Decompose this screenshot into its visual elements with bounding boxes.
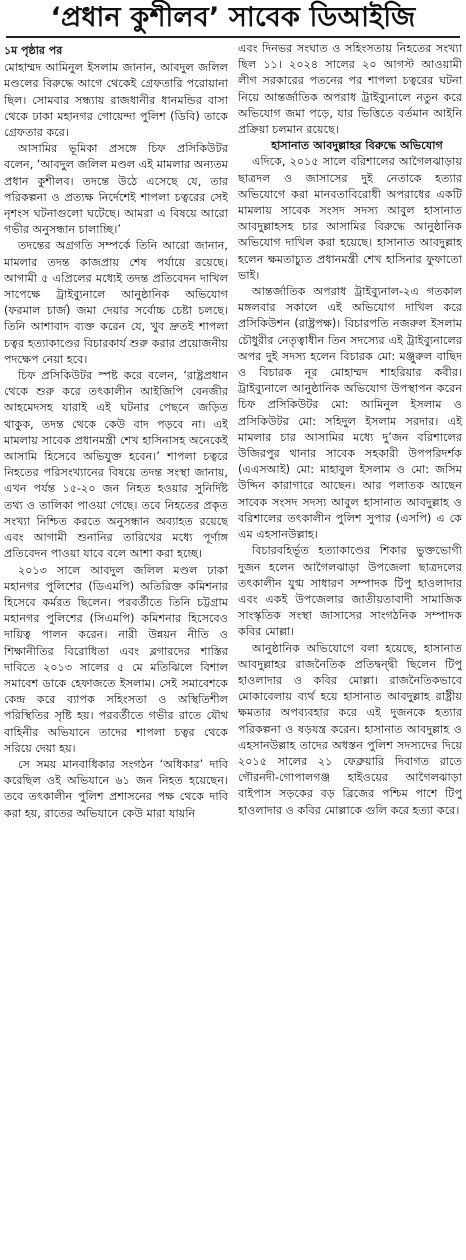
paragraph: বিচারবহির্ভূত হত্যাকাণ্ডের শিকার ভুক্তভোগী দুজন হলেন আগৈলঝাড়া উপজেলা ছাত্রদলের তৎকালীন যুগ্ম সাধারণ সম্পাদক টিপু হাওলাদার এবং একই উপজেলার জাতীয়তাবাদী সামাজিক সাংস্কৃতিক সংস্থা জাসাসের সাংগঠনিক সম্পাদক কবির মোল্লা। xyxy=(238,544,462,639)
paragraph: সে সময় মানবাধিকার সংগঠন ‘অধিকার’ দাবি করেছিল ওই অভিযানে ৬১ জন নিহত হয়েছেন। তবে তৎকালীন পুলিশ প্রশাসনের পক্ষ থেকে দাবি করা হয়, রাতের অভিযানে কেউ মারা যায়নি xyxy=(4,757,228,820)
paragraph: আসামির ভূমিকা প্রসঙ্গে চিফ প্রসিকিউটর বলেন, ‘আবদুল জলিল মণ্ডল এই মামলার অন্যতম প্রধান কুশীলব। তদন্তে উঠে এসেছে যে, তার পরিকল্পনা ও প্রত্যক্ষ নির্দেশেই শাপলা চত্বরের সেই নৃশংস ঘটনাগুলো ঘটেছে। আমরা এ বিষয়ে আরো গভীর অনুসন্ধান চালাচ্ছি।’ xyxy=(4,142,228,237)
right-column xyxy=(238,41,462,1253)
paragraph: তদন্তের অগ্রগতি সম্পর্কে তিনি আরো জানান, মামলার তদন্ত কাজপ্রায় শেষ পর্যায়ে রয়েছে। আগামী ৫ এপ্রিলের মধ্যেই তদন্ত প্রতিবেদন দাখিল সাপেক্ষে ট্রাইব্যুনালে আনুষ্ঠানিক অভিযোগ (ফরমাল চার্জ) জমা দেয়ার সর্বোচ্চ চেষ্টা চলছে। তিনি আশাবাদ ব্যক্ত করেন যে, খুব দ্রুতই শাপলা চত্বর হত্যাকাণ্ডের বিচারকার্য শুরু করার প্রয়োজনীয় পদক্ষেপ নেয়া হবে। xyxy=(4,239,228,366)
paragraph: ২০১৩ সালে আবদুল জলিল মণ্ডল ঢাকা মহানগর পুলিশের (ডিএমপি) অতিরিক্ত কমিশনার হিসেবে কর্মরত ছিলেন। পরবর্তীতে তিনি চট্টগ্রাম মহানগর পুলিশের (সিএমপি) কমিশনার হিসেবেও দায়িত্ব পালন করেন। নারী উন্নয়ন নীতি ও শিক্ষানীতির বিরোধিতা এবং ব্লগারদের শাস্তির দাবিতে ২০১৩ সালের ৫ মে মতিঝিলে বিশাল সমাবেশ ডাকে হেফাজতে ইসলাম। সেই সমাবেশকে কেন্দ্র করে ব্যাপক সহিংসতা ও অস্থিতিশীল পরিস্থিতির সৃষ্টি হয়। পরবর্তীতে গভীর রাতে যৌথ বাহিনীর অভিযানে তাদের শাপলা চত্বর থেকে সরিয়ে দেয়া হয়। xyxy=(4,563,228,755)
paragraph: মোহাম্মদ আমিনুল ইসলাম জানান, আবদুল জলিল মণ্ডলের বিরুদ্ধে আগে থেকেই গ্রেফতারি পরোয়ানা ছিল। সোমবার সন্ধ্যায় রাজধানীর ধানমন্ডির বাসা থেকে ঢাকা মহানগর গোয়েন্দা পুলিশ (ডিবি) তাকে গ্রেফতার করে। xyxy=(4,61,228,140)
headline-rule xyxy=(6,36,460,38)
paragraph: চিফ প্রসিকিউটর স্পষ্ট করে বলেন, ‘রাষ্ট্রপ্রধান থেকে শুরু করে তৎকালীন আইজিপি বেনজীর আহমেদসহ যারাই এই ঘটনার পেছনে জড়িত থাকুক, তদন্ত থেকে কেউ বাদ পড়বে না। এই মামলায় সাবেক প্রধানমন্ত্রী শেখ হাসিনাসহ অনেকেই আসামি হিসেবে অভিযুক্ত হবেন।’ শাপলা চত্বরে নিহতের পরিসংখ্যানের বিষয়ে তদন্ত সংস্থা জানায়, এখন পর্যন্ত ১৫-২০ জন নিহত হওয়ার সুনির্দিষ্ট তথ্য ও তালিকা পাওয়া গেছে। তবে নিহতের প্রকৃত সংখ্যা নিশ্চিত করতে অনুসন্ধান অব্যাহত রয়েছে এবং আগামী শুনানির তারিখের মধ্যে পূর্ণাঙ্গ প্রতিবেদন পাওয়া যাবে বলে আশা করা হচ্ছে। xyxy=(4,369,228,561)
left-column xyxy=(4,41,228,1253)
article-columns xyxy=(4,41,462,1253)
section-subheading: হাসানাত আবদুল্লাহর বিরুদ্ধে অভিযোগ xyxy=(271,139,443,153)
paragraph: এদিকে, ২০১৫ সালে বরিশালের আগৈলঝাড়ায় ছাত্রদল ও জাসাসের দুই নেতাকে হত্যার অভিযোগে করা মানবতাবিরোধী অপরাধের একটি মামলায় সাবেক সংসদ সদস্য আবুল হাসানাত আবদুল্লাহসহ চার আসামির বিরুদ্ধে আনুষ্ঠানিক অভিযোগ দাখিল করা হয়েছে। হাসানাত আবদুল্লাহ হলেন ক্ষমতাচ্যুত প্রধানমন্ত্রী শেখ হাসিনার ফুফাতো ভাই। xyxy=(238,155,462,282)
paragraph: আনুষ্ঠানিক অভিযোগে বলা হয়েছে, হাসানাত আবদুল্লাহর রাজনৈতিক প্রতিদ্বন্দ্বী ছিলেন টিপু হাওলাদার ও কবির মোল্লা। রাজনৈতিকভাবে মোকাবেলায় ব্যর্থ হয়ে হাসানাত আবদুল্লাহ রাষ্ট্রীয় ক্ষমতার অপব্যবহার করে এই দুজনকে হত্যার পরিকল্পনা ও ষড়যন্ত্র করেন। হাসানাত আবদুল্লাহ ও এহসানউল্লাহ তাদের অধস্তন পুলিশ সদস্যদের দিয়ে ২০১৫ সালের ২১ ফেব্রুয়ারি দিবাগত রাতে গৌরনদী-গোপালগঞ্জ হাইওয়ের আগৈলঝাড়া বাইপাস সড়কের বড় ব্রিজের পশ্চিম পাশে টিপু হাওলাদার ও কবির মোল্লাকে গুলি করে হত্যা করে। xyxy=(238,641,462,817)
paragraph: আন্তর্জাতিক অপরাধ ট্রাইব্যুনাল-২এ গতকাল মঙ্গলবার সকালে এই অভিযোগ দাখিল করে প্রসিকিউশন (রাষ্ট্রপক্ষ)। বিচারপতি নজরুল ইসলাম চৌধুরীর নেতৃত্বাধীন তিন সদস্যের এই ট্রাইব্যুনালের অপর দুই সদস্য হলেন বিচারক মো: মঞ্জুরুল বাছিদ ও বিচারক নূর মোহাম্মদ শাহরিয়ার কবীর। ট্রাইব্যুনালে আনুষ্ঠানিক অভিযোগ উপস্থাপন করেন চিফ প্রসিকিউটর মো: আমিনুল ইসলাম ও প্রসিকিউটর মো: সহিদুল ইসলাম সরদার। এই মামলার চার আসামির মধ্যে দু’জন বরিশালের উজিরপুর থানার সাবেক সহকারী উপপরিদর্শক (এএসআই) মো: মাহাবুল ইসলাম ও মো: জসিম উদ্দিন কারাগারে আছেন। আর পলাতক আছেন সাবেক সংসদ সদস্য আবুল হাসানাত আবদুল্লাহ ও বরিশালের তৎকালীন পুলিশ সুপার (এসপি) এ কে এম এহসানউল্লাহ। xyxy=(238,285,462,542)
continuation-label: ১ম পৃষ্ঠার পর xyxy=(4,44,63,57)
headline: ‘প্রধান কুশীলব’ সাবেক ডিআইজি xyxy=(50,2,416,33)
paragraph: এবং দিনভর সংঘাত ও সহিংসতায় নিহতের সংখ্যা ছিল ১১। ২০২৪ সালের ২০ আগস্ট আওয়ামী লীগ সরকারের পতনের পর শাপলা চত্বরের ঘটনা নিয়ে আন্তর্জাতিক অপরাধ ট্রাইব্যুনালে নতুন করে অভিযোগ জমা পড়ে, যার ভিত্তিতে বর্তমান আইনি প্রক্রিয়া চলমান রয়েছে। xyxy=(238,42,462,137)
